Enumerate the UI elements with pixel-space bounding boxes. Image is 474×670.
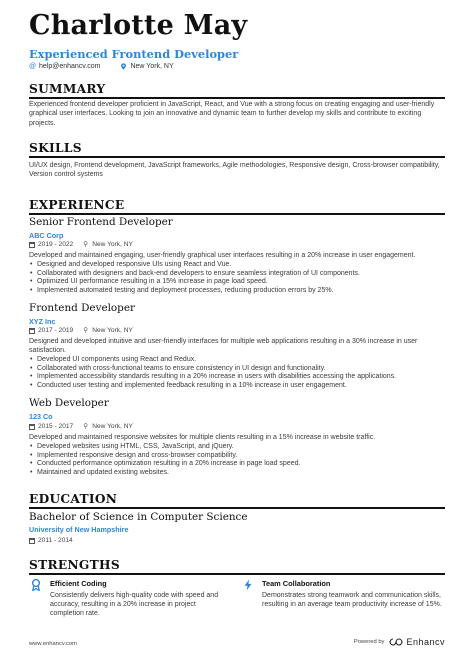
list-item: • Implemented accessibility standards resulting in a 20% increase in users with disabilities accessing the applications. — [29, 373, 445, 382]
strengths-heading: STRENGTHS — [29, 558, 120, 572]
job-title: Senior Frontend Developer — [29, 216, 173, 228]
degree: Bachelor of Science in Computer Science — [29, 511, 248, 523]
strengths-divider — [29, 573, 445, 575]
location-pin-icon — [120, 63, 127, 70]
calendar-icon — [29, 538, 35, 544]
job-meta — [29, 423, 133, 430]
list-item: • Developed websites using HTML, CSS, JavaScript, and jQuery. — [29, 443, 445, 452]
location-item — [120, 63, 173, 70]
company-name[interactable]: ABC Corp — [29, 231, 64, 240]
location-pin-icon: ⚲ — [83, 422, 88, 430]
enhancv-logo-icon — [389, 638, 403, 646]
job-bullets — [29, 443, 445, 477]
calendar-icon — [29, 424, 35, 430]
list-item: • Implemented responsive design and cross-browser compatibility. — [29, 452, 445, 461]
list-item: • Collaborated with designers and back-end developers to ensure seamless integration of UI components. — [29, 270, 445, 279]
summary-heading: SUMMARY — [29, 82, 106, 96]
education-dates: 2011 - 2014 — [38, 537, 73, 544]
skills-divider — [29, 156, 445, 158]
job-dates: 2017 - 2019 — [38, 327, 74, 334]
job-meta — [29, 241, 133, 248]
email-item[interactable] — [29, 63, 100, 70]
job-dates: 2015 - 2017 — [38, 423, 74, 430]
list-item: • Designed and developed responsive UIs using React and Vue. — [29, 261, 445, 270]
candidate-title: Experienced Frontend Developer — [29, 47, 239, 61]
job-bullets — [29, 261, 445, 295]
ribbon-icon — [31, 579, 41, 591]
list-item: • Implemented automated testing and deployment processes, reducing production errors by 25%. — [29, 287, 445, 296]
strength-title: Team Collaboration — [262, 579, 331, 588]
enhancv-logo[interactable] — [389, 637, 445, 647]
strength-description: Demonstrates strong teamwork and communication skills, resulting in an average team productivity increase of 15%. — [262, 592, 442, 608]
company-name[interactable]: 123 Co — [29, 412, 53, 421]
list-item: • Maintained and updated existing websites. — [29, 469, 445, 478]
enhancv-brand-text: Enhancv — [406, 637, 445, 647]
lightning-icon — [243, 579, 253, 591]
location-pin-icon: ⚲ — [83, 240, 88, 248]
summary-divider — [29, 97, 445, 99]
contact-row — [29, 63, 174, 70]
skills-text: UI/UX design, Frontend development, JavaScript frameworks, Agile methodologies, Responsive design, Cross-browser compatibility, Version control systems — [29, 162, 440, 179]
location-pin-icon: ⚲ — [83, 326, 88, 334]
candidate-name: Charlotte May — [29, 10, 248, 41]
job-summary: Designed and developed intuitive and user-friendly interfaces for multiple web applications resulting in a 30% increase in user satisfaction. — [29, 338, 418, 355]
school-name[interactable]: University of New Hampshire — [29, 525, 129, 534]
education-meta — [29, 537, 73, 544]
company-name[interactable]: XYZ Inc — [29, 317, 56, 326]
experience-divider — [29, 213, 445, 215]
list-item: • Conducted performance optimization resulting in a 20% increase in page load speed. — [29, 460, 445, 469]
at-icon: @ — [29, 63, 37, 70]
calendar-icon — [29, 328, 35, 334]
location-text: New York, NY — [130, 63, 174, 70]
education-heading: EDUCATION — [29, 492, 118, 506]
list-item: • Developed UI components using React and Redux. — [29, 356, 445, 365]
footer-branding — [354, 637, 445, 647]
footer-website[interactable]: www.enhancv.com — [29, 641, 77, 647]
job-summary: Developed and maintained engaging, user-friendly graphical user interfaces resulting in a 20% increase in user engagement. — [29, 252, 416, 259]
job-bullets — [29, 356, 445, 390]
job-location: New York, NY — [92, 423, 133, 430]
strength-description: Consistently delivers high-quality code with speed and accuracy, resulting in a 20% increase in project completion rate. — [50, 592, 219, 617]
job-meta — [29, 327, 133, 334]
summary-text: Experienced frontend developer proficient in JavaScript, React, and Vue with a strong focus on creating engaging and user-friendly graphical user interfaces. Looking to join an innovative and dynamic team to further develop my skills and contribute to exciting projects. — [29, 101, 435, 127]
list-item: • Conducted user testing and implemented feedback resulting in a 10% increase in user engagement. — [29, 382, 445, 391]
list-item: • Optimized UI performance resulting in a 15% increase in page load speed. — [29, 278, 445, 287]
email-text: help@enhancv.com — [39, 63, 101, 70]
job-location: New York, NY — [92, 327, 133, 334]
job-location: New York, NY — [92, 241, 133, 248]
powered-by-text: Powered by — [353, 639, 385, 645]
skills-heading: SKILLS — [29, 141, 82, 155]
education-divider — [29, 507, 445, 509]
job-summary: Developed and maintained responsive websites for multiple clients resulting in a 15% increase in website traffic. — [29, 434, 376, 441]
calendar-icon — [29, 242, 35, 248]
experience-heading: EXPERIENCE — [29, 198, 125, 212]
job-title: Web Developer — [29, 397, 109, 409]
list-item: • Collaborated with cross-functional teams to ensure consistency in UI design and functionality. — [29, 365, 445, 374]
job-dates: 2019 - 2022 — [38, 241, 74, 248]
strength-title: Efficient Coding — [50, 579, 107, 588]
job-title: Frontend Developer — [29, 302, 135, 314]
